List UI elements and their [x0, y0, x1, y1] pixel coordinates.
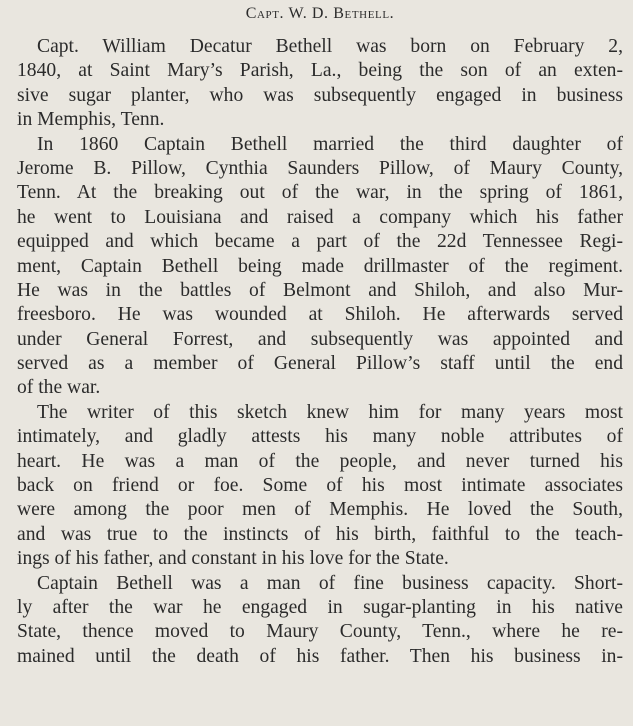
text-line: equipped and which became a part of the 22d Tennessee Regi-	[17, 231, 623, 253]
text-line: ly after the war he engaged in sugar-planting in his native	[17, 596, 623, 618]
text-line: Captain Bethell was a man of fine business capacity. Short-	[37, 572, 623, 594]
text-line: Capt. William Decatur Bethell was born on February 2,	[37, 36, 623, 57]
page-title: Capt. W. D. Bethell.	[245, 5, 395, 22]
text-line: He was in the battles of Belmont and Shiloh, and also Mur-	[17, 279, 623, 301]
text-line: were among the poor men of Memphis. He loved the South,	[17, 499, 623, 521]
text-line: freesboro. He was wounded at Shiloh. He afterwards served	[17, 304, 623, 326]
text-line: sive sugar planter, who was subsequently engaged in business	[17, 84, 623, 106]
text-line: under General Forrest, and subsequently was appointed and	[17, 328, 623, 350]
text-line: served as a member of General Pillow’s staff until the end	[17, 353, 623, 375]
text-line: of the war.	[17, 377, 101, 399]
text-line: in Memphis, Tenn.	[17, 109, 165, 131]
text-line: Jerome B. Pillow, Cynthia Saunders Pillow, of Maury County,	[17, 157, 623, 179]
text-line: State, thence moved to Maury County, Tenn., where he re-	[17, 621, 623, 643]
text-line: mained until the death of his father. Then his business in-	[17, 645, 623, 667]
text-line: 1840, at Saint Mary’s Parish, La., being the son of an exten-	[17, 60, 623, 82]
text-line: he went to Louisiana and raised a company which his father	[17, 206, 623, 228]
text-line: heart. He was a man of the people, and never turned his	[17, 450, 623, 472]
text-line: In 1860 Captain Bethell married the third daughter of	[37, 133, 623, 155]
text-line: ment, Captain Bethell being made drillmaster of the regiment.	[17, 255, 623, 277]
text-line: and was true to the instincts of his birth, faithful to the teach-	[17, 523, 623, 545]
text-line: ings of his father, and constant in his love for the State.	[17, 548, 449, 570]
text-line: Tenn. At the breaking out of the war, in the spring of 1861,	[17, 182, 623, 204]
text-line: intimately, and gladly attests his many noble attributes of	[17, 426, 623, 448]
article-body	[17, 35, 623, 669]
text-line: The writer of this sketch knew him for many years most	[37, 401, 623, 423]
text-line: back on friend or foe. Some of his most intimate associates	[17, 475, 623, 497]
